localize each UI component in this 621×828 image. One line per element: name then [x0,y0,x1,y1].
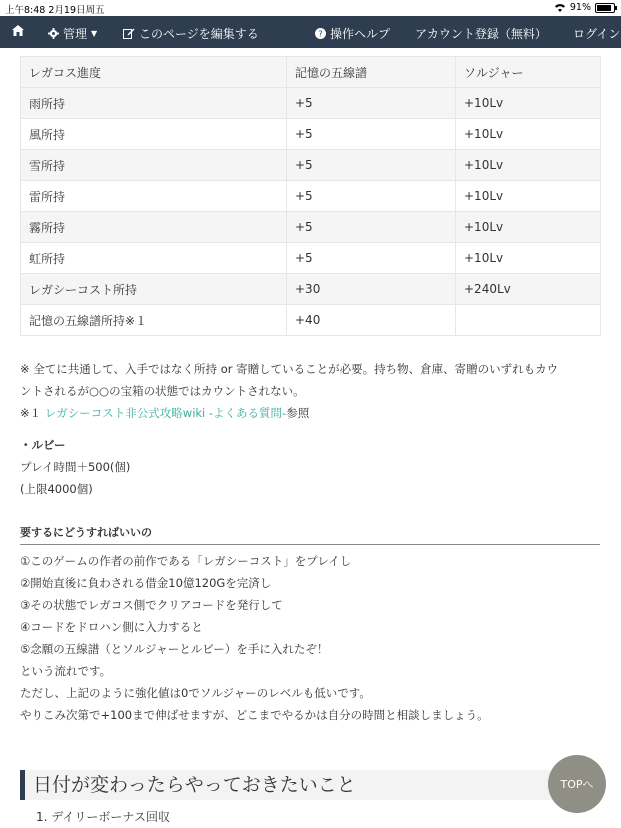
notes-block [20,358,600,424]
step-line: ①このゲームの作者の前作である「レガシーコスト」をプレイし [20,554,352,568]
table-cell: +5 [287,181,456,212]
admin-menu[interactable]: 管理 ▼ [48,25,97,42]
battery-icon [595,3,615,13]
caret-down-icon: ▼ [91,29,98,38]
table-cell: +10Lv [456,119,601,150]
note-line: ※ 全てに共通して、入手ではなく所持 or 寄贈していることが必要。持ち物、倉庫、寄贈のいずれもカウ [20,362,559,376]
step-line: ③その状態でレガコス側でクリアコードを発行して [20,598,283,612]
table-cell: +240Lv [456,274,601,305]
wifi-icon [554,3,566,12]
table-row [21,88,601,119]
table-cell: +40 [287,305,456,336]
home-link[interactable] [12,25,24,36]
table-cell: +5 [287,243,456,274]
table-header-row [21,57,601,88]
edit-page-link[interactable]: このページを編集する [123,25,259,42]
table-row [21,305,601,336]
note-reference: ※１ レガシーコスト非公式攻略wiki -よくある質問-参照 [20,406,310,420]
table-cell: レガシーコスト所持 [21,274,287,305]
battery-percent: 91% [569,2,591,13]
step-line: ②開始直後に負わされる借金10億120Gを完済し [20,576,272,590]
question-icon [315,28,326,39]
status-time: 上午8:48 2月19日周五 [5,5,105,16]
table-cell: 記憶の五線譜所持※１ [21,305,287,336]
step-line: ⑤念願の五線譜（とソルジャーとルビー）を手に入れたぞ！ [20,642,329,656]
step-line: という流れです。 [20,664,112,678]
table-cell: 雷所持 [21,181,287,212]
wiki-faq-link[interactable]: レガシーコスト非公式攻略wiki -よくある質問- [44,406,287,420]
register-link[interactable]: アカウント登録（無料） [415,27,547,41]
table-cell: 虹所持 [21,243,287,274]
table-cell: 雪所持 [21,150,287,181]
progress-table [20,56,601,336]
home-icon [12,25,24,36]
table-cell: 雨所持 [21,88,287,119]
table-row [21,212,601,243]
back-to-top-button[interactable]: TOPへ [548,755,606,813]
section-title: 日付が変わったらやっておきたいこと [20,770,563,800]
table-row [21,274,601,305]
summary-heading: 要するにどうすればいいの [20,524,600,545]
step-line: ④コードをドロハン側に入力すると [20,620,203,634]
status-bar [0,0,621,16]
ruby-line: プレイ時間＋500(個) [20,460,131,474]
table-cell: +10Lv [456,181,601,212]
table-header: 記憶の五線譜 [287,57,456,88]
step-line: ただし、上記のように強化値は0でソルジャーのレベルも低いです。 [20,686,371,700]
table-row [21,243,601,274]
table-row [21,150,601,181]
table-cell: +10Lv [456,212,601,243]
table-cell: +5 [287,212,456,243]
help-link[interactable]: ? 操作ヘルプ [315,25,390,42]
table-cell: +10Lv [456,88,601,119]
table-cell: +10Lv [456,243,601,274]
table-cell: +5 [287,150,456,181]
svg-text:?: ? [318,29,323,39]
status-right [554,2,615,13]
table-cell: 霧所持 [21,212,287,243]
table-cell: +5 [287,88,456,119]
ruby-line: (上限4000個) [20,482,93,496]
table-cell: +10Lv [456,150,601,181]
table-header: ソルジャー [456,57,601,88]
table-cell [456,305,601,336]
summary-steps [20,550,600,726]
login-link[interactable]: ログイン [573,27,621,41]
gear-icon [48,28,59,39]
list-item: 1. デイリーボーナス回収 [36,810,170,824]
ruby-heading: ・ルビー [20,438,66,452]
top-navbar [0,16,621,48]
ruby-block [20,434,130,500]
table-cell: +5 [287,119,456,150]
step-line: やりこみ次第で+100まで伸ばせますが、どこまでやるかは自分の時間と相談しましょう。 [20,708,489,722]
table-row [21,119,601,150]
table-cell: 風所持 [21,119,287,150]
note-line: ントされるが○○の宝箱の状態ではカウントされない。 [20,384,305,398]
table-header: レガコス進度 [21,57,287,88]
table-row [21,181,601,212]
edit-icon [123,28,135,39]
table-cell: +30 [287,274,456,305]
